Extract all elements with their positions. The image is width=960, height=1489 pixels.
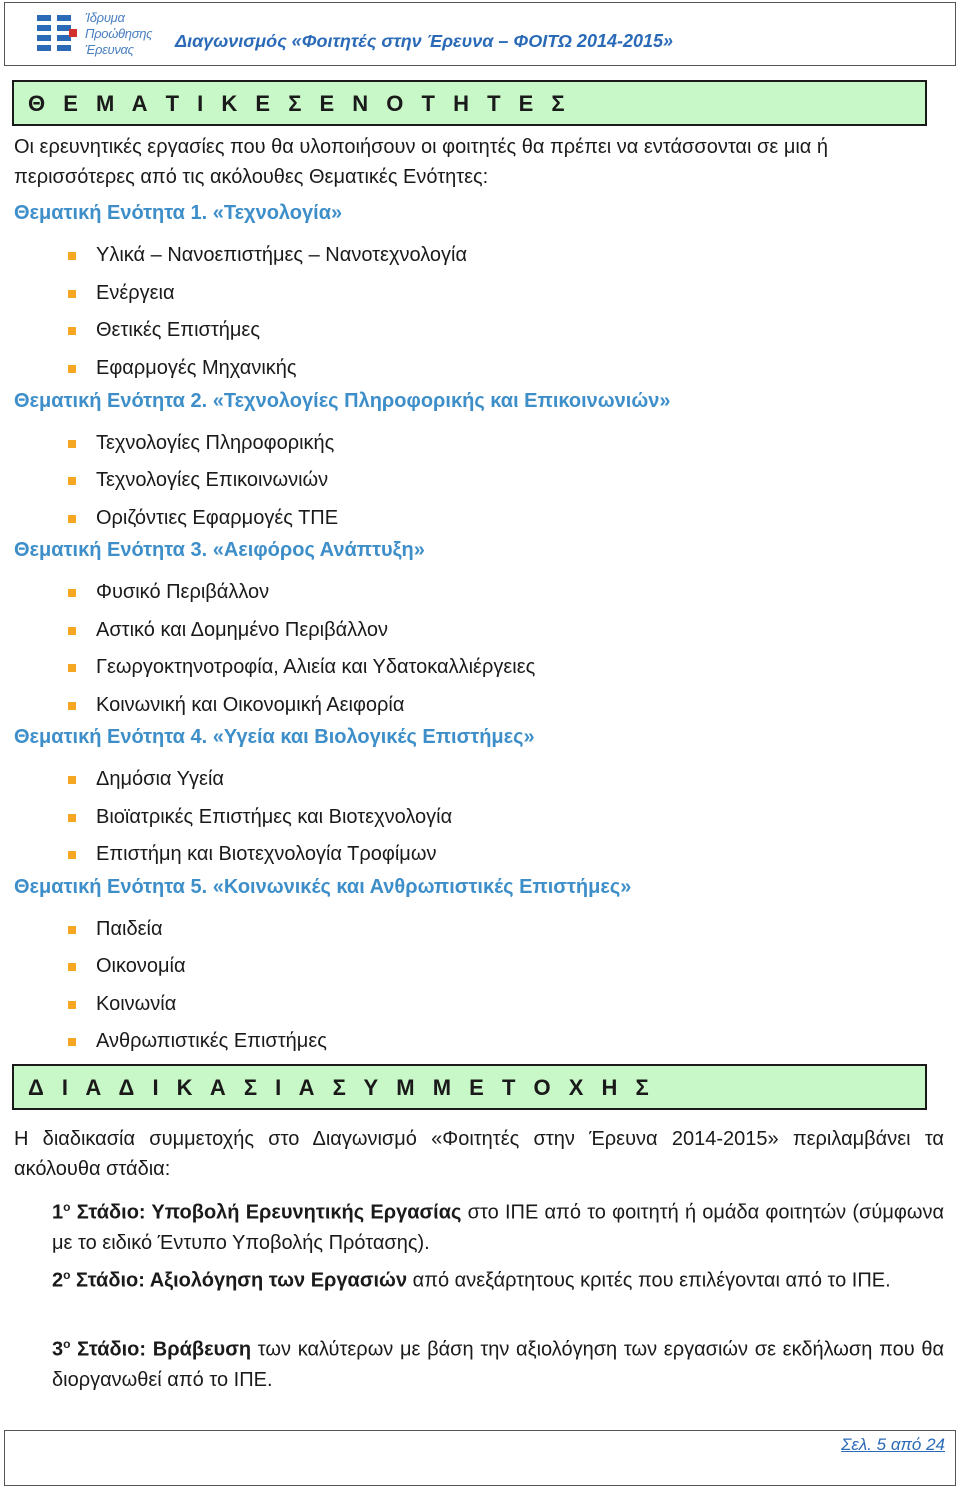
list-item: Υλικά – Νανοεπιστήμες – Νανοτεχνολογία [68,244,467,267]
bullet-icon [68,327,76,335]
list-item: Κοινωνική και Οικονομική Αειφορία [68,694,404,717]
page-header [4,2,956,66]
logo [33,9,173,63]
header-title-prefix: Διαγωνισμός « [175,31,302,51]
bullet-icon [68,1001,76,1009]
bullet-icon [68,664,76,672]
list-item: Τεχνολογίες Επικοινωνιών [68,469,328,492]
header-title [175,31,673,52]
theme-title-2: Θεματική Ενότητα 2. «Τεχνολογίες Πληροφορικής και Επικοινωνιών» [14,390,671,412]
logo-text-2: Προώθησης [85,26,153,41]
list-item: Γεωργοκτηνοτροφία, Αλιεία και Υδατοκαλλιέργειες [68,656,535,679]
bullet-icon [68,926,76,934]
theme-title-5: Θεματική Ενότητα 5. «Κοινωνικές και Ανθρωπιστικές Επιστήμες» [14,876,632,898]
stage-3: $3^o$ Στάδιο: Βράβευση των καλύτερων με βάση την αξιολόγηση των εργασιών σε εκδήλωση που θα διοργανωθεί από το ΙΠΕ. [52,1337,945,1391]
list-item: Ανθρωπιστικές Επιστήμες [68,1030,327,1053]
bullet-icon [68,776,76,784]
bullet-icon [68,589,76,597]
bullet-icon [68,851,76,859]
logo-text-1: Ίδρυμα [85,10,125,25]
list-item: Ενέργεια [68,282,175,305]
list-item: Παιδεία [68,918,163,941]
list-item: Εφαρμογές Μηχανικής [68,357,297,380]
list-item: Φυσικό Περιβάλλον [68,581,269,604]
list-item: Οριζόντιες Εφαρμογές ΤΠΕ [68,507,338,530]
bullet-icon [68,515,76,523]
list-item: Δημόσια Υγεία [68,768,224,791]
logo-text-3: Έρευνας [85,42,134,57]
theme-title-4: Θεματική Ενότητα 4. «Υγεία και Βιολογικές Επιστήμες» [14,726,535,748]
header-title-main: Φοιτητές στην Έρευνα – ΦΟΙΤΩ 2014-2015» [301,31,674,51]
bullet-icon [68,477,76,485]
bullet-icon [68,814,76,822]
themes-intro: Οι ερευνητικές εργασίες που θα υλοποιήσουν οι φοιτητές θα πρέπει να εντάσσονται σε μια ή περισσότερες από τις ακόλουθες Θεματικές Ενότητες: [14,136,829,188]
bullet-icon [68,702,76,710]
section-title-themes: Θ Ε Μ Α Τ Ι Κ Ε Σ Ε Ν Ο Τ Η Τ Ε Σ [28,91,571,116]
section-bar-procedure [12,1064,927,1110]
list-item: Τεχνολογίες Πληροφορικής [68,432,334,455]
bullet-icon [68,1038,76,1046]
section-bar-themes [12,80,927,126]
list-item: Αστικό και Δομημένο Περιβάλλον [68,619,388,642]
list-item: Κοινωνία [68,993,176,1016]
page-number: Σελ. 5 από 24 [841,1435,945,1454]
theme-title-3: Θεματική Ενότητα 3. «Αειφόρος Ανάπτυξη» [14,539,425,561]
bullet-icon [68,365,76,373]
bullet-icon [68,627,76,635]
page-footer [4,1430,956,1486]
stage-1: $1^o$ Στάδιο: Υποβολή Ερευνητικής Εργασίας στο ΙΠΕ από το φοιτητή ή ομάδα φοιτητών (σύμφωνα με το ειδικό Έντυπο Υποβολής Πρότασης). [52,1200,945,1254]
logo-icon [33,9,81,57]
bullet-icon [68,440,76,448]
procedure-intro: Η διαδικασία συμμετοχής στο Διαγωνισμό «Φοιτητές στην Έρευνα 2014-2015» περιλαμβάνει τα ακόλουθα στάδια: [14,1128,944,1180]
bullet-icon [68,963,76,971]
bullet-icon [68,290,76,298]
theme-title-1: Θεματική Ενότητα 1. «Τεχνολογία» [14,202,343,224]
bullet-icon [68,252,76,260]
stage-2: $2^o$ Στάδιο: Αξιολόγηση των Εργασιών από ανεξάρτητους κριτές που επιλέγονται από το ΙΠΕ. [52,1268,891,1292]
list-item: Βιοϊατρικές Επιστήμες και Βιοτεχνολογία [68,806,452,829]
list-item: Επιστήμη και Βιοτεχνολογία Τροφίμων [68,843,436,866]
list-item: Οικονομία [68,955,186,978]
list-item: Θετικές Επιστήμες [68,319,260,342]
section-title-procedure: Δ Ι Α Δ Ι Κ Α Σ Ι Α Σ Υ Μ Μ Ε Τ Ο Χ Η Σ [28,1075,655,1100]
